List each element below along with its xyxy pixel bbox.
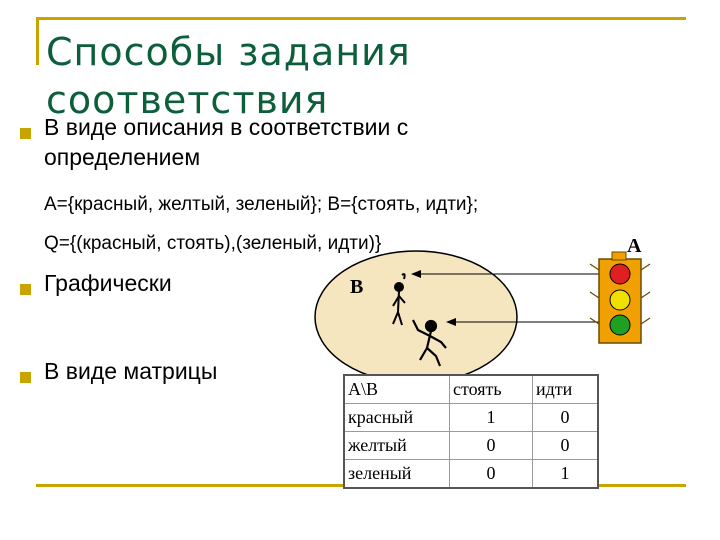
matrix-cell: 1 — [533, 460, 599, 489]
matrix-cell: 0 — [533, 432, 599, 460]
matrix-cell: 0 — [450, 432, 533, 460]
matrix-col-header: идти — [533, 375, 599, 404]
red-light-icon — [610, 264, 630, 284]
matrix-row — [344, 432, 598, 460]
matrix-cell: 1 — [450, 404, 533, 432]
definition-line-sets: A={красный, желтый, зеленый}; B={стоять, идти}; — [44, 194, 479, 215]
slide-title: Способы задания соответствия — [46, 30, 411, 122]
matrix-col-header: стоять — [450, 375, 533, 404]
matrix-row — [344, 404, 598, 432]
set-b-ellipse — [315, 251, 517, 383]
matrix-header-row — [344, 375, 598, 404]
bullet-description: В виде описания в соответствии с определением — [44, 114, 409, 170]
set-b-label: B — [350, 276, 364, 298]
traffic-light-icon — [590, 252, 650, 343]
matrix-row — [344, 460, 598, 489]
matrix-cell: 0 — [450, 460, 533, 489]
matrix-corner-cell: A\B — [344, 375, 450, 404]
bullet-matrix: В виде матрицы — [44, 358, 218, 384]
definition-line-pairs: Q={(красный, стоять),(зеленый, идти)} — [44, 233, 382, 254]
bullet-graphical: Графически — [44, 270, 172, 296]
matrix-row-header: желтый — [344, 432, 450, 460]
relation-matrix — [343, 374, 599, 489]
set-a-label: A — [627, 235, 642, 257]
matrix-cell: 0 — [533, 404, 599, 432]
matrix-row-header: красный — [344, 404, 450, 432]
yellow-light-icon — [610, 290, 630, 310]
matrix-row-header: зеленый — [344, 460, 450, 489]
green-light-icon — [610, 315, 630, 335]
